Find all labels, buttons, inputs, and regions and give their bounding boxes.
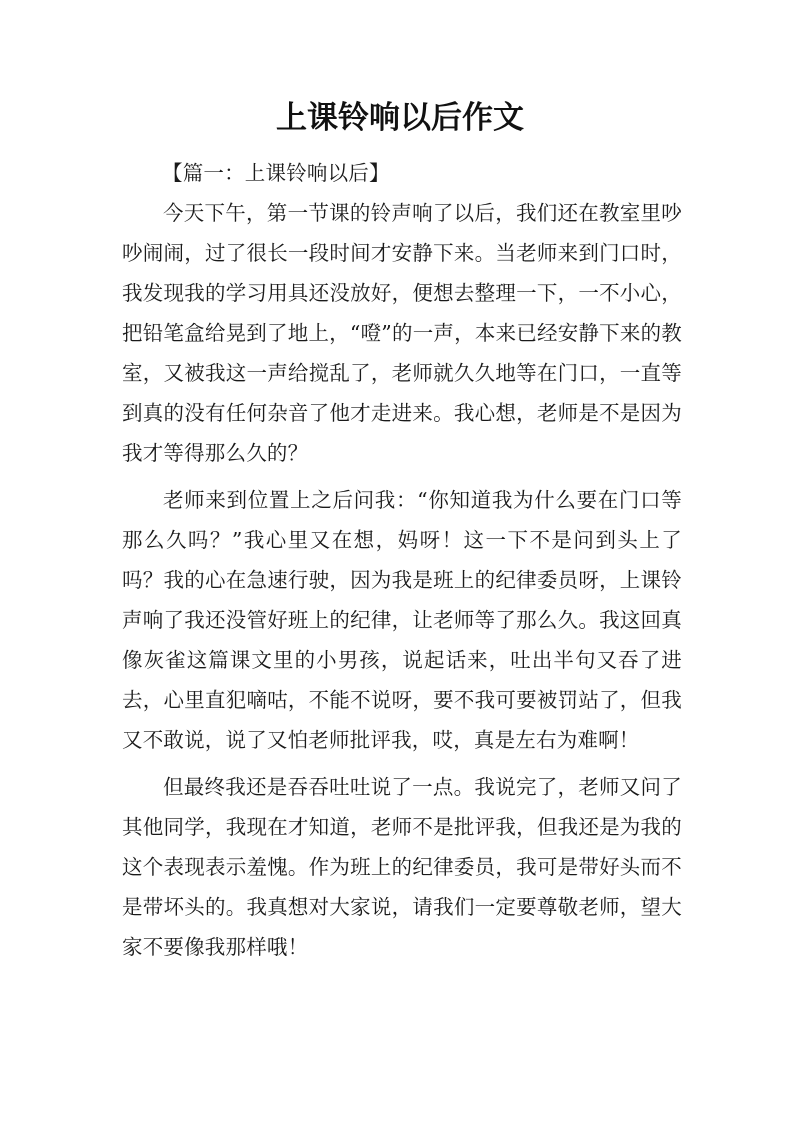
paragraph-2: 老师来到位置上之后问我：“你知道我为什么要在门口等那么久吗？”我心里又在想，妈呀！这一下不是问到头上了吗？我的心在急速行驶，因为我是班上的纪律委员呀，上课铃声响了我还没管好班上的纪律，让老师等了那么久。我这回真像灰雀这篇课文里的小男孩，说起话来，吐出半句又吞了进去，心里直犯嘀咕，不能不说呀，要不我可要被罚站了，但我又不敢说，说了又怕老师批评我，哎，真是左右为难啊！ xyxy=(122,488,682,752)
document-title: 上课铃响以后作文 xyxy=(276,100,524,136)
section-heading: 【篇一：上课铃响以后】 xyxy=(162,161,390,185)
paragraph-3: 但最终我还是吞吞吐吐说了一点。我说完了，老师又问了其他同学，我现在才知道，老师不是批评我，但我还是为我的这个表现表示羞愧。作为班上的纪律委员，我可是带好头而不是带坏头的。我真想对大家说，请我们一定要尊敬老师，望大家不要像我那样哦！ xyxy=(122,775,682,959)
document-body xyxy=(122,153,682,967)
paragraph-1: 今天下午，第一节课的铃声响了以后，我们还在教室里吵吵闹闹，过了很长一段时间才安静下来。当老师来到门口时，我发现我的学习用具还没放好，便想去整理一下，一不小心，把铅笔盒给晃到了地上，“噔”的一声，本来已经安静下来的教室，又被我这一声给搅乱了，老师就久久地等在门口，一直等到真的没有任何杂音了他才走进来。我心想，老师是不是因为我才等得那么久的？ xyxy=(122,201,682,465)
